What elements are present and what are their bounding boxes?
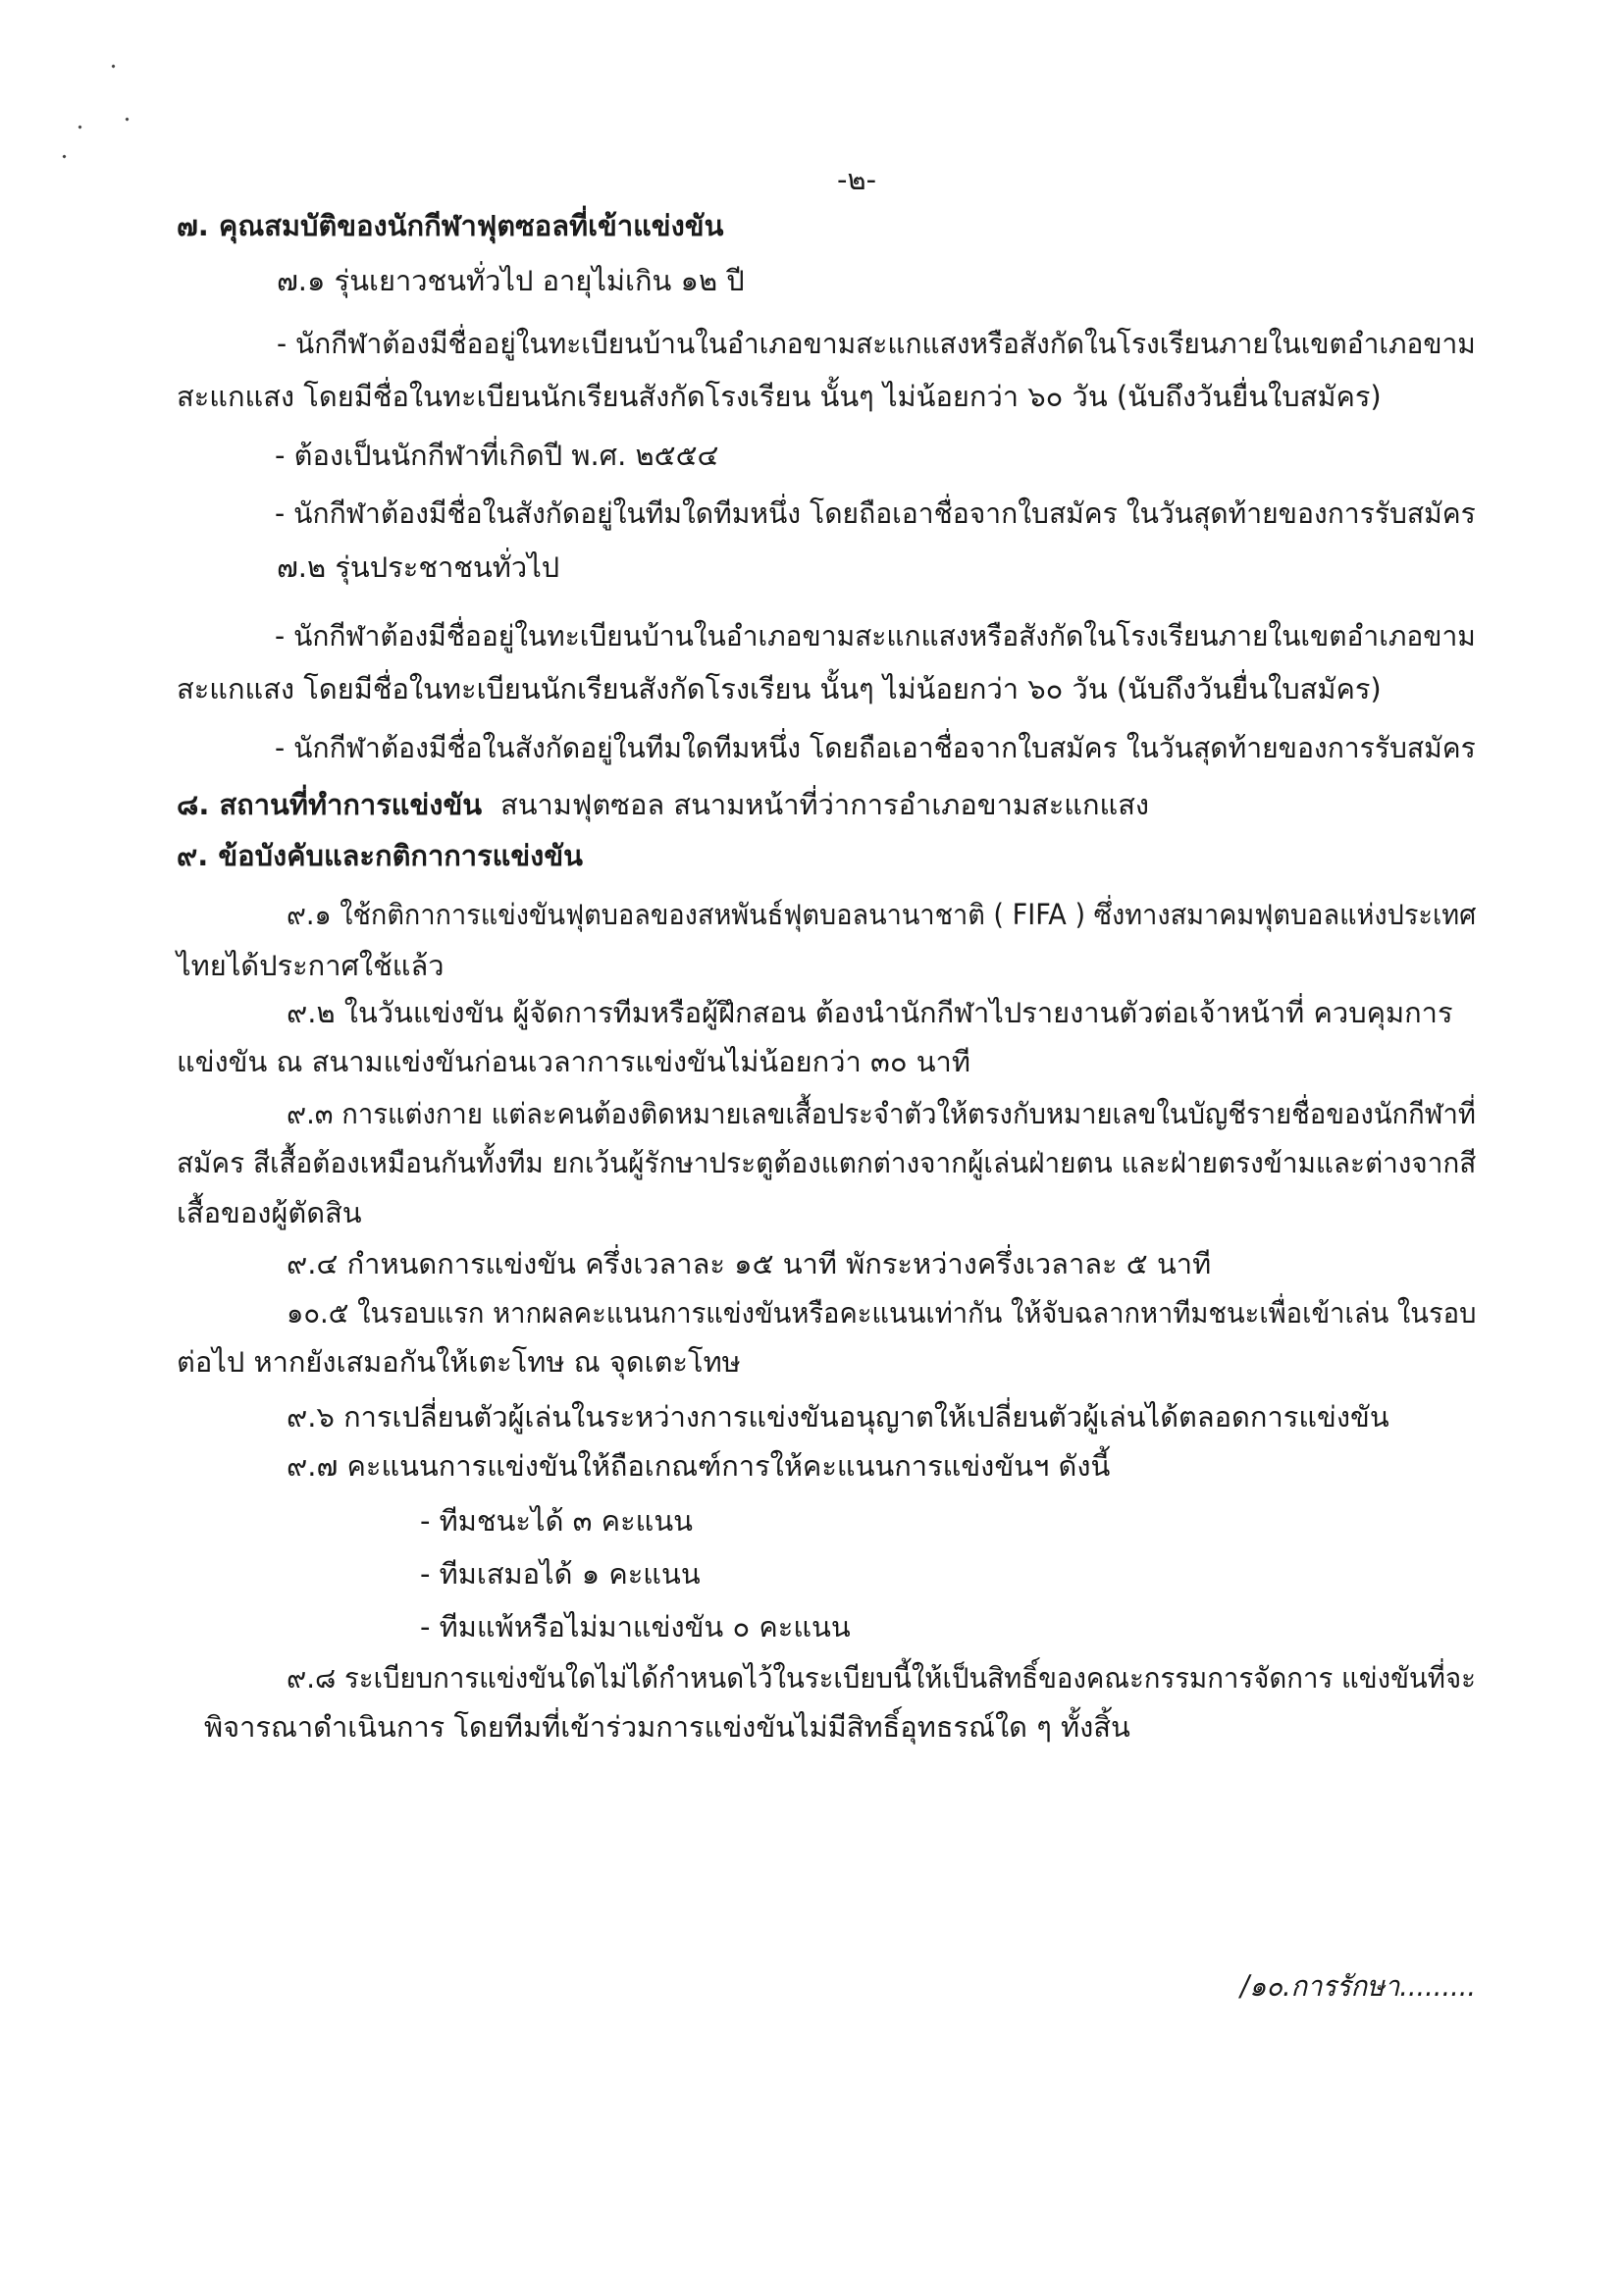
continuation-footer: /๑๐.การรักษา......... [1240,1969,1477,2003]
rule-9-3: ๙.๓ การแต่งกาย แต่ละคนต้องติดหมายเลขเสื้อประจำตัวให้ตรงกับหมายเลขในบัญชีรายชื่อของนักกีฬาที่ [287,1097,1476,1130]
rule-9-3-cont-1: สมัคร สีเสื้อต้องเหมือนกันทั้งทีม ยกเว้นผู้รักษาประตูต้องแตกต่างจากผู้เล่นฝ่ายตน และฝ่ายตรงข้ามและต่างจากสี [177,1146,1477,1179]
scan-speck [78,125,81,129]
section-7-2-bullet-2: - นักกีฬาต้องมีชื่อในสังกัดอยู่ในทีมใดทีมหนึ่ง โดยถือเอาชื่อจากใบสมัคร ในวันสุดท้ายของการรับสมัคร [275,731,1476,764]
rule-9-2: ๙.๒ ในวันแข่งขัน ผู้จัดการทีมหรือผู้ฝึกสอน ต้องนำนักกีฬาไปรายงานตัวต่อเจ้าหน้าที่ ควบคุมการ [287,996,1453,1029]
rule-9-8-cont: พิจารณาดำเนินการ โดยทีมที่เข้าร่วมการแข่งขันไม่มีสิทธิ์อุทธรณ์ใด ๆ ทั้งสิ้น [204,1710,1130,1744]
rule-9-7: ๙.๗ คะแนนการแข่งขันให้ถือเกณฑ์การให้คะแนนการแข่งขันฯ ดังนี้ [287,1449,1111,1483]
section-7-1-bullet-1: - นักกีฬาต้องมีชื่ออยู่ในทะเบียนบ้านในอำเภอขามสะแกแสงหรือสังกัดในโรงเรียนภายในเขตอำเภอขาม [277,327,1476,360]
rule-9-3-cont-2: เสื้อของผู้ตัดสิน [177,1196,362,1229]
page-number: -๒- [837,163,877,196]
section-7-2-title: ๗.๒ รุ่นประชาชนทั่วไป [277,550,560,584]
rule-9-6: ๙.๖ การเปลี่ยนตัวผู้เล่นในระหว่างการแข่งขันอนุญาตให้เปลี่ยนตัวผู้เล่นได้ตลอดการแข่งขัน [287,1400,1389,1434]
rule-9-5: ๑๐.๕ ในรอบแรก หากผลคะแนนการแข่งขันหรือคะแนนเท่ากัน ให้จับฉลากหาทีมชนะเพื่อเข้าเล่น ในรอบ [287,1296,1477,1330]
rule-9-8: ๙.๘ ระเบียบการแข่งขันใดไม่ได้กำหนดไว้ในระเบียบนี้ให้เป็นสิทธิ์ของคณะกรรมการจัดการ แข่งขันที่จะ [287,1661,1476,1695]
score-item: - ทีมชนะได้ ๓ คะแนน [420,1504,693,1538]
score-item: - ทีมแพ้หรือไม่มาแข่งขัน ๐ คะแนน [420,1610,851,1644]
rule-9-5-cont: ต่อไป หากยังเสมอกันให้เตะโทษ ณ จุดเตะโทษ [177,1345,741,1379]
rule-9-4: ๙.๔ กำหนดการแข่งขัน ครึ่งเวลาละ ๑๕ นาที พักระหว่างครึ่งเวลาละ ๕ นาที [287,1247,1212,1280]
section-8-heading: ๘. สถานที่ทำการแข่งขัน [177,788,483,821]
section-9-heading: ๙. ข้อบังคับและกติกาการแข่งขัน [177,839,583,872]
section-7-1-bullet-2: - ต้องเป็นนักกีฬาที่เกิดปี พ.ศ. ๒๕๕๔ [275,439,719,472]
rule-9-1: ๙.๑ ใช้กติกาการแข่งขันฟุตบอลของสหพันธ์ฟุตบอลนานาชาติ ( FIFA ) ซึ่งทางสมาคมฟุตบอลแห่งประเทศ [287,898,1477,931]
section-7-1-bullet-3: - นักกีฬาต้องมีชื่อในสังกัดอยู่ในทีมใดทีมหนึ่ง โดยถือเอาชื่อจากใบสมัคร ในวันสุดท้ายของการรับสมัคร [275,496,1476,530]
scan-speck [111,64,115,68]
rule-9-1-cont: ไทยได้ประกาศใช้แล้ว [177,949,445,982]
score-item: - ทีมเสมอได้ ๑ คะแนน [420,1557,701,1591]
scan-speck [62,154,66,158]
section-7-2-bullet-1: - นักกีฬาต้องมีชื่ออยู่ในทะเบียนบ้านในอำเภอขามสะแกแสงหรือสังกัดในโรงเรียนภายในเขตอำเภอขาม [275,619,1476,652]
section-7-2-bullet-1-cont: สะแกแสง โดยมีชื่อในทะเบียนนักเรียนสังกัดโรงเรียน นั้นๆ ไม่น้อยกว่า ๖๐ วัน (นับถึงวันยื่นใบสมัคร) [177,672,1382,705]
section-8-text: สนามฟุตซอล สนามหน้าที่ว่าการอำเภอขามสะแกแสง [500,788,1150,821]
rule-9-2-cont: แข่งขัน ณ สนามแข่งขันก่อนเวลาการแข่งขันไม่น้อยกว่า ๓๐ นาที [177,1045,970,1078]
section-7-1-bullet-1-cont: สะแกแสง โดยมีชื่อในทะเบียนนักเรียนสังกัดโรงเรียน นั้นๆ ไม่น้อยกว่า ๖๐ วัน (นับถึงวันยื่นใบสมัคร) [177,380,1382,413]
section-7-heading: ๗. คุณสมบัติของนักกีฬาฟุตซอลที่เข้าแข่งขัน [177,209,724,242]
scan-speck [125,117,129,121]
section-7-1-title: ๗.๑ รุ่นเยาวชนทั่วไป อายุไม่เกิน ๑๒ ปี [277,264,745,297]
